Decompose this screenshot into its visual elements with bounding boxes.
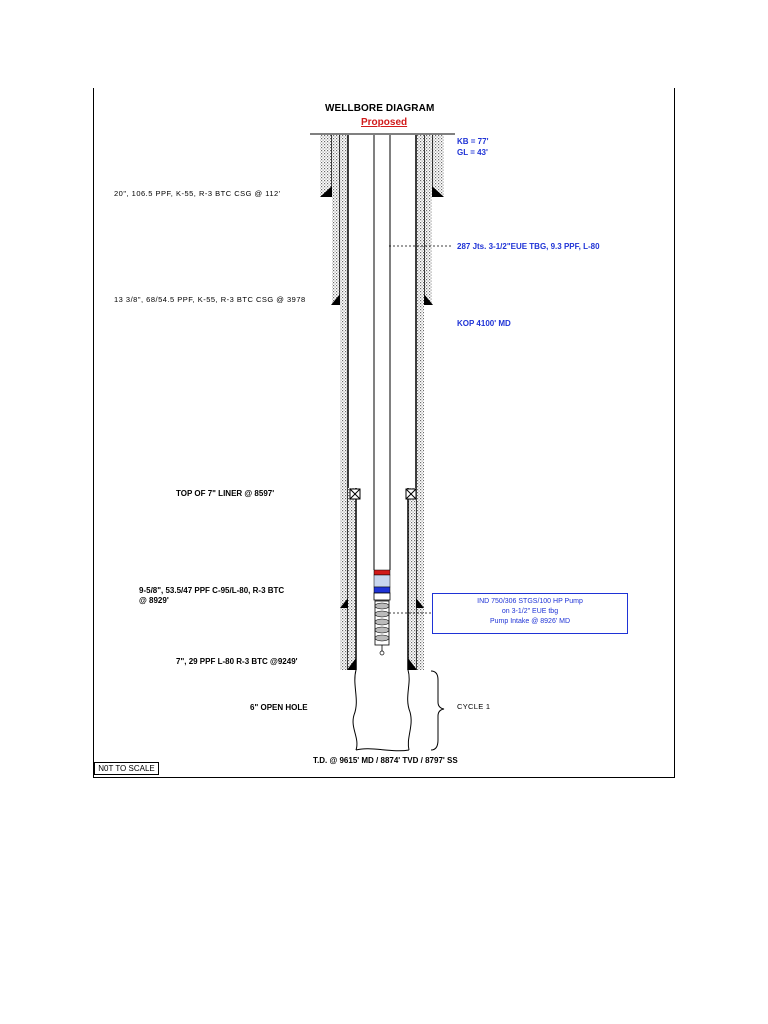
cycle-label: CYCLE 1 [457, 702, 491, 711]
gl-elevation: GL = 43' [457, 148, 488, 157]
conductor-casing-label: 20", 106.5 PPF, K-55, R-3 BTC CSG @ 112' [114, 189, 281, 198]
intermediate-cement-left [340, 135, 348, 670]
pump-light-section [374, 575, 390, 587]
pump-motor [375, 601, 389, 655]
intermediate-casing-label-1: 9-5/8", 53.5/47 PPF C-95/L-80, R-3 BTC [139, 586, 285, 595]
pump-red-band [374, 570, 390, 575]
cycle-brace [431, 671, 444, 750]
open-hole-left-wall [353, 670, 357, 750]
pump-line-1: IND 750/306 STGS/100 HP Pump [477, 598, 583, 605]
pump-line-2: on 3-1/2" EUE tbg [501, 608, 559, 615]
pump-callout-box [432, 593, 628, 634]
surface-cement-left [332, 135, 340, 305]
open-hole-bottom [356, 749, 409, 751]
pump-white-section [374, 593, 390, 600]
pump-line-3: Pump Intake @ 8926' MD [489, 618, 571, 625]
liner-cement-right [408, 488, 416, 670]
liner-hanger-left [350, 489, 360, 499]
liner-label: 7", 29 PPF L-80 R-3 BTC @9249' [176, 657, 298, 666]
kb-elevation: KB = 77' [457, 137, 489, 146]
liner-hanger-right [406, 489, 416, 499]
diagram-subtitle: Proposed [361, 117, 408, 128]
kop-label: KOP 4100' MD [457, 319, 511, 328]
intermediate-casing-label-2: @ 8929' [139, 596, 169, 605]
surface-casing-label: 13 3/8", 68/54.5 PPF, K-55, R-3 BTC CSG @ 3978 [114, 295, 306, 304]
diagram-title: WELLBORE DIAGRAM [325, 103, 435, 114]
surface-cement-right [424, 135, 432, 305]
td-label: T.D. @ 9615' MD / 8874' TVD / 8797' SS [313, 756, 458, 765]
pump-blue-band [374, 587, 390, 593]
scale-note: N0T TO SCALE [94, 762, 159, 775]
liner-top-label: TOP OF 7" LINER @ 8597' [176, 489, 275, 498]
tubing-label: 287 Jts. 3-1/2"EUE TBG, 9.3 PPF, L-80 [457, 242, 600, 251]
open-hole-label: 6" OPEN HOLE [250, 703, 308, 712]
liner-cement-left [348, 488, 356, 670]
intermediate-cement-right [416, 135, 424, 670]
open-hole-right-wall [408, 670, 411, 750]
